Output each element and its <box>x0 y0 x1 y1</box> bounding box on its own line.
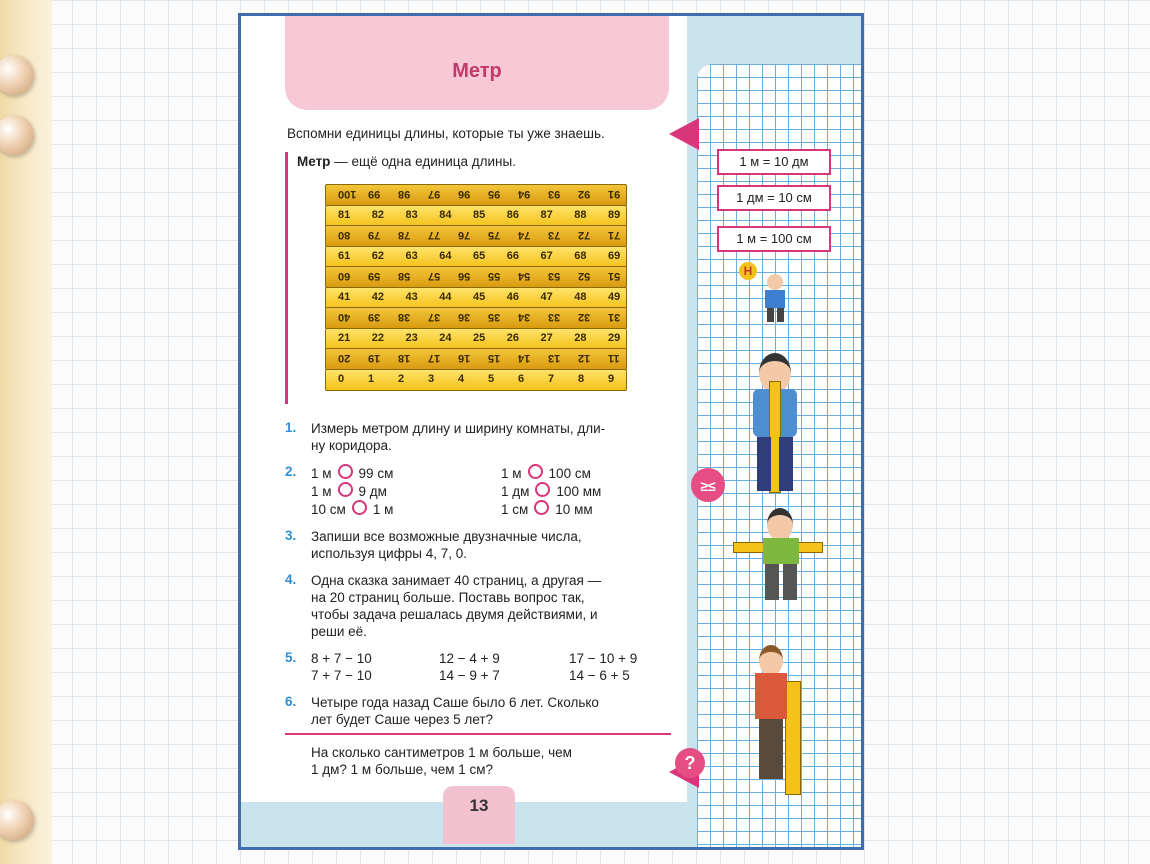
tape-tick-label: 36 <box>458 311 471 323</box>
tape-tick-label: 67 <box>540 249 553 262</box>
task-number: 6. <box>285 694 297 709</box>
tape-row <box>325 369 627 391</box>
question-line: 1 дм? 1 м больше, чем 1 см? <box>311 762 494 777</box>
tape-tick-label: 79 <box>368 229 381 241</box>
task-6-line: Четыре года назад Саше было 6 лет. Сколько <box>311 695 599 710</box>
tape-tick-label: 41 <box>338 290 351 303</box>
tape-row <box>325 246 627 268</box>
tape-tick-label: 53 <box>548 270 561 282</box>
intro-text: Вспомни единицы длины, которые ты уже знаешь. <box>287 126 605 141</box>
task-number: 4. <box>285 572 297 587</box>
task-4-line: чтобы задача решалась двумя действиями, и <box>311 607 598 622</box>
question-divider <box>285 733 671 735</box>
tape-tick-label: 12 <box>578 352 591 364</box>
page-number: 13 <box>443 786 515 844</box>
h-badge: Н <box>739 262 757 280</box>
pair-work-icon: ≥≤ <box>691 468 725 502</box>
tape-tick-label: 1 <box>368 372 375 385</box>
compare-circle[interactable] <box>352 500 367 515</box>
expression: 7 + 7 − 10 <box>311 668 372 683</box>
fact-box: 1 м = 10 дм <box>717 149 831 175</box>
tape-tick-label: 16 <box>458 352 471 364</box>
tape-tick-label: 43 <box>405 290 418 303</box>
tape-tick-label: 73 <box>548 229 561 241</box>
tape-tick-label: 55 <box>488 270 501 282</box>
tape-tick-label: 74 <box>518 229 531 241</box>
tape-tick-label: 48 <box>574 290 587 303</box>
tape-tick-label: 33 <box>548 311 561 323</box>
tape-tick-label: 28 <box>574 331 587 344</box>
task-4-line: на 20 страниц больше. Поставь вопрос так, <box>311 590 585 605</box>
pointer-triangle <box>669 118 699 150</box>
tape-tick-label: 75 <box>488 229 501 241</box>
tape-tick-label: 80 <box>338 229 351 241</box>
tape-tick-label: 77 <box>428 229 441 241</box>
tape-tick-label: 72 <box>578 229 591 241</box>
tape-row <box>325 205 627 227</box>
tape-tick-label: 23 <box>405 331 418 344</box>
task-number: 3. <box>285 528 297 543</box>
definition <box>297 153 516 170</box>
tape-tick-label: 64 <box>439 249 452 262</box>
tape-tick-label: 11 <box>608 352 620 364</box>
tape-tick-label: 84 <box>439 208 452 221</box>
tape-tick-label: 15 <box>488 352 501 364</box>
tape-tick-label: 78 <box>398 229 411 241</box>
tape-tick-label: 56 <box>458 270 471 282</box>
tape-row <box>325 348 627 370</box>
tape-tick-label: 71 <box>608 229 621 241</box>
task-number: 1. <box>285 420 297 435</box>
tape-tick-label: 0 <box>338 372 345 385</box>
compare-item: 1 м 99 см <box>311 466 394 481</box>
pearl-bead <box>0 115 34 155</box>
compare-circle[interactable] <box>338 482 353 497</box>
task-1-line: Измерь метром длину и ширину комнаты, дли- <box>311 421 606 436</box>
definition-bar <box>285 152 288 404</box>
task-4-line: реши её. <box>311 624 367 639</box>
tape-tick-label: 37 <box>428 311 441 323</box>
tape-tick-label: 24 <box>439 331 452 344</box>
tape-tick-label: 29 <box>608 331 621 344</box>
page-content <box>241 16 687 802</box>
tape-tick-label: 21 <box>338 331 351 344</box>
question-line: На сколько сантиметров 1 м больше, чем <box>311 745 572 760</box>
task-number: 5. <box>285 650 297 665</box>
tape-tick-label: 18 <box>398 352 411 364</box>
pearl-bead <box>0 55 34 95</box>
tape-tick-label: 19 <box>368 352 381 364</box>
page-title: Метр <box>452 60 502 82</box>
task-6-line: лет будет Саше через 5 лет? <box>311 712 494 727</box>
tape-row <box>325 184 627 206</box>
tape-tick-label: 9 <box>608 372 615 385</box>
tape-tick-label: 27 <box>540 331 553 344</box>
tape-tick-label: 3 <box>428 372 435 385</box>
tape-tick-label: 65 <box>473 249 486 262</box>
compare-item: 1 м 100 см <box>501 466 591 481</box>
tape-tick-label: 96 <box>458 188 471 200</box>
compare-item: 10 см 1 м <box>311 502 394 517</box>
tape-tick-label: 85 <box>473 208 486 221</box>
tape-tick-label: 7 <box>548 372 555 385</box>
tape-tick-label: 25 <box>473 331 486 344</box>
tape-tick-label: 26 <box>506 331 519 344</box>
tape-row <box>325 266 627 288</box>
tape-tick-label: 88 <box>574 208 587 221</box>
tape-row <box>325 307 627 329</box>
task-1-line: ну коридора. <box>311 438 392 453</box>
tape-tick-label: 40 <box>338 311 351 323</box>
tape-tick-label: 46 <box>506 290 519 303</box>
textbook-page <box>238 13 864 850</box>
tape-tick-label: 93 <box>548 188 561 200</box>
pearl-bead <box>0 800 34 840</box>
title-banner <box>285 16 669 110</box>
tape-tick-label: 17 <box>428 352 441 364</box>
compare-circle[interactable] <box>535 482 550 497</box>
tape-row <box>325 225 627 247</box>
tape-tick-label: 63 <box>405 249 418 262</box>
tape-tick-label: 94 <box>518 188 531 200</box>
tape-tick-label: 82 <box>371 208 384 221</box>
tape-tick-label: 95 <box>488 188 501 200</box>
tape-tick-label: 81 <box>338 208 351 221</box>
tape-tick-label: 6 <box>518 372 525 385</box>
tape-tick-label: 8 <box>578 372 585 385</box>
task-3-line: используя цифры 4, 7, 0. <box>311 546 468 561</box>
tape-tick-label: 61 <box>338 249 351 262</box>
tape-tick-label: 92 <box>578 188 591 200</box>
tape-tick-label: 2 <box>398 372 405 385</box>
compare-circle[interactable] <box>534 500 549 515</box>
tape-tick-label: 39 <box>368 311 381 323</box>
fact-box: 1 м = 100 см <box>717 226 831 252</box>
tape-tick-label: 5 <box>488 372 495 385</box>
tape-tick-label: 100 <box>338 188 357 200</box>
definition-term: Метр <box>297 154 331 169</box>
tape-row <box>325 328 627 350</box>
tape-tick-label: 58 <box>398 270 411 282</box>
tape-tick-label: 32 <box>578 311 591 323</box>
tape-tick-label: 4 <box>458 372 465 385</box>
tape-tick-label: 76 <box>458 229 471 241</box>
tape-tick-label: 68 <box>574 249 587 262</box>
tape-tick-label: 89 <box>608 208 621 221</box>
tape-tick-label: 38 <box>398 311 411 323</box>
tape-tick-label: 47 <box>540 290 553 303</box>
compare-item: 1 м 9 дм <box>311 484 387 499</box>
tape-tick-label: 57 <box>428 270 441 282</box>
fact-box: 1 дм = 10 см <box>717 185 831 211</box>
tape-tick-label: 49 <box>608 290 621 303</box>
tape-tick-label: 35 <box>488 311 501 323</box>
expression: 8 + 7 − 10 <box>311 651 372 666</box>
tape-tick-label: 60 <box>338 270 351 282</box>
tape-tick-label: 99 <box>368 188 381 200</box>
decorative-edge <box>0 0 52 864</box>
tape-tick-label: 91 <box>608 188 621 200</box>
tape-tick-label: 69 <box>608 249 621 262</box>
task-4-line: Одна сказка занимает 40 страниц, а другая — <box>311 573 602 588</box>
tape-tick-label: 51 <box>608 270 621 282</box>
task-3-line: Запиши все возможные двузначные числа, <box>311 529 582 544</box>
tape-tick-label: 98 <box>398 188 411 200</box>
tape-tick-label: 87 <box>540 208 553 221</box>
tape-tick-label: 52 <box>578 270 591 282</box>
tape-tick-label: 44 <box>439 290 452 303</box>
expression: 12 − 4 + 9 <box>439 651 500 666</box>
tape-tick-label: 59 <box>368 270 381 282</box>
tape-tick-label: 83 <box>405 208 418 221</box>
tape-tick-label: 14 <box>518 352 531 364</box>
tape-tick-label: 13 <box>548 352 561 364</box>
question-badge: ? <box>675 748 705 778</box>
compare-item: 1 см 10 мм <box>501 502 593 517</box>
tape-tick-label: 66 <box>506 249 519 262</box>
compare-circle[interactable] <box>528 464 543 479</box>
expression: 14 − 6 + 5 <box>569 668 630 683</box>
compare-circle[interactable] <box>338 464 353 479</box>
compare-item: 1 дм 100 мм <box>501 484 602 499</box>
tape-tick-label: 62 <box>371 249 384 262</box>
expression: 14 − 9 + 7 <box>439 668 500 683</box>
tape-tick-label: 54 <box>518 270 531 282</box>
tape-tick-label: 22 <box>371 331 384 344</box>
task-number: 2. <box>285 464 297 479</box>
expression: 17 − 10 + 9 <box>569 651 638 666</box>
definition-rest: — ещё одна единица длины. <box>334 154 516 169</box>
tape-tick-label: 45 <box>473 290 486 303</box>
tape-tick-label: 42 <box>371 290 384 303</box>
tape-tick-label: 20 <box>338 352 351 364</box>
tape-tick-label: 34 <box>518 311 531 323</box>
tape-row <box>325 287 627 309</box>
tape-tick-label: 97 <box>428 188 441 200</box>
tape-tick-label: 31 <box>608 311 621 323</box>
tape-tick-label: 86 <box>506 208 519 221</box>
